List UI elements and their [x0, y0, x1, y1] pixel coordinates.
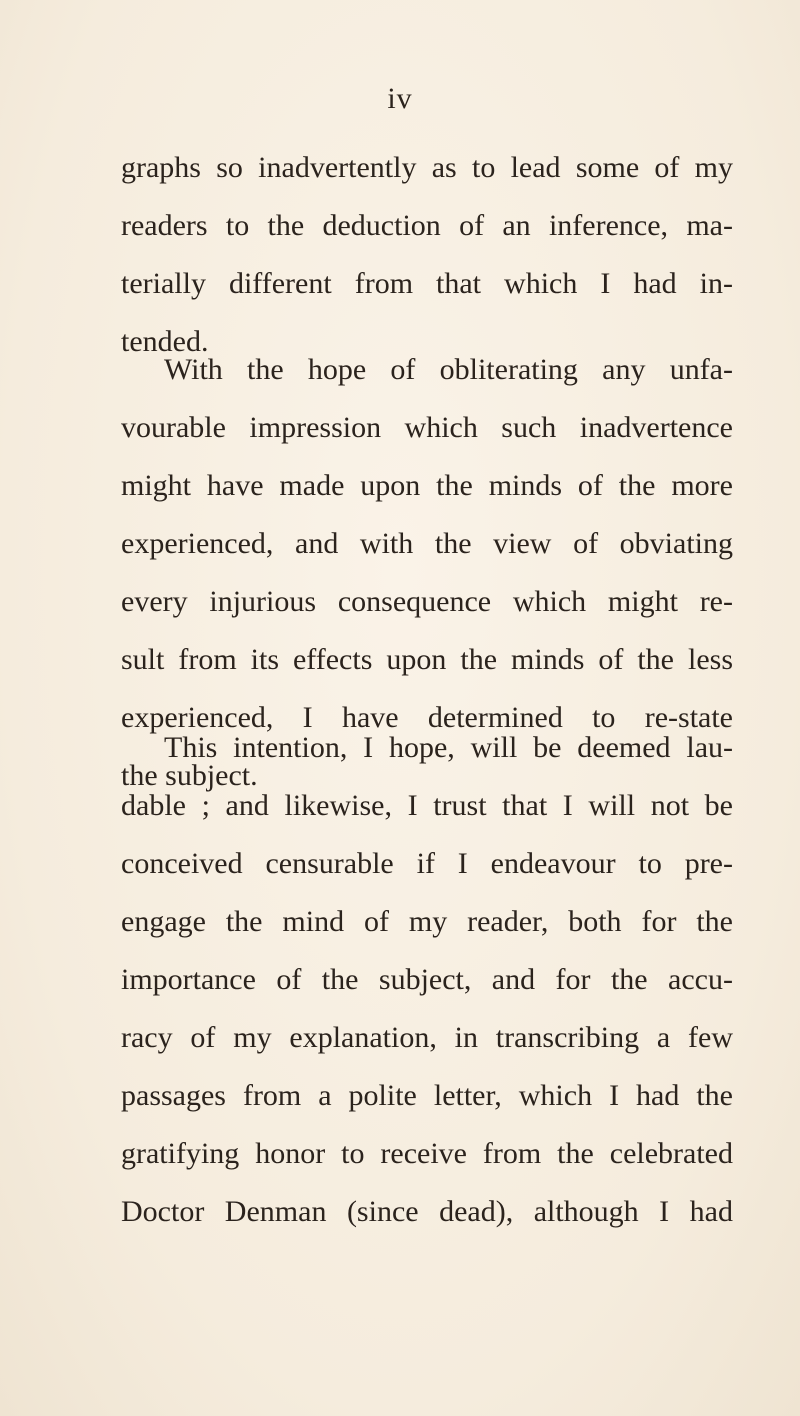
text-line: terially different from that which I had in-: [121, 267, 733, 300]
text-line: tended.: [121, 325, 209, 358]
text-line: experienced, and with the view of obviating: [121, 527, 733, 560]
text-line: every injurious consequence which might re-: [121, 585, 733, 618]
text-line: racy of my explanation, in transcribing a few: [121, 1021, 733, 1054]
text-line: passages from a polite letter, which I had the: [121, 1079, 733, 1112]
text-line: Doctor Denman (since dead), although I had: [121, 1195, 733, 1228]
text-line: experienced, I have determined to re-state: [121, 701, 733, 734]
text-line: sult from its effects upon the minds of the less: [121, 643, 733, 676]
text-line: might have made upon the minds of the more: [121, 469, 733, 502]
text-line: vourable impression which such inadvertence: [121, 411, 733, 444]
text-line: importance of the subject, and for the accu-: [121, 963, 733, 996]
paragraph-1: [121, 139, 733, 371]
text-line: conceived censurable if I endeavour to pre-: [121, 847, 733, 880]
text-line: gratifying honor to receive from the celebrated: [121, 1137, 733, 1170]
text-line: This intention, I hope, will be deemed lau-: [164, 731, 733, 764]
page-number: iv: [387, 82, 413, 115]
text-line: With the hope of obliterating any unfa-: [164, 353, 733, 386]
text-line: the subject.: [121, 759, 258, 792]
text-line: readers to the deduction of an inference, ma-: [121, 209, 733, 242]
text-line: engage the mind of my reader, both for the: [121, 905, 733, 938]
paragraph-3: [121, 719, 733, 1241]
text-line: dable ; and likewise, I trust that I will not be: [121, 789, 733, 822]
text-line: graphs so inadvertently as to lead some of my: [121, 151, 733, 184]
